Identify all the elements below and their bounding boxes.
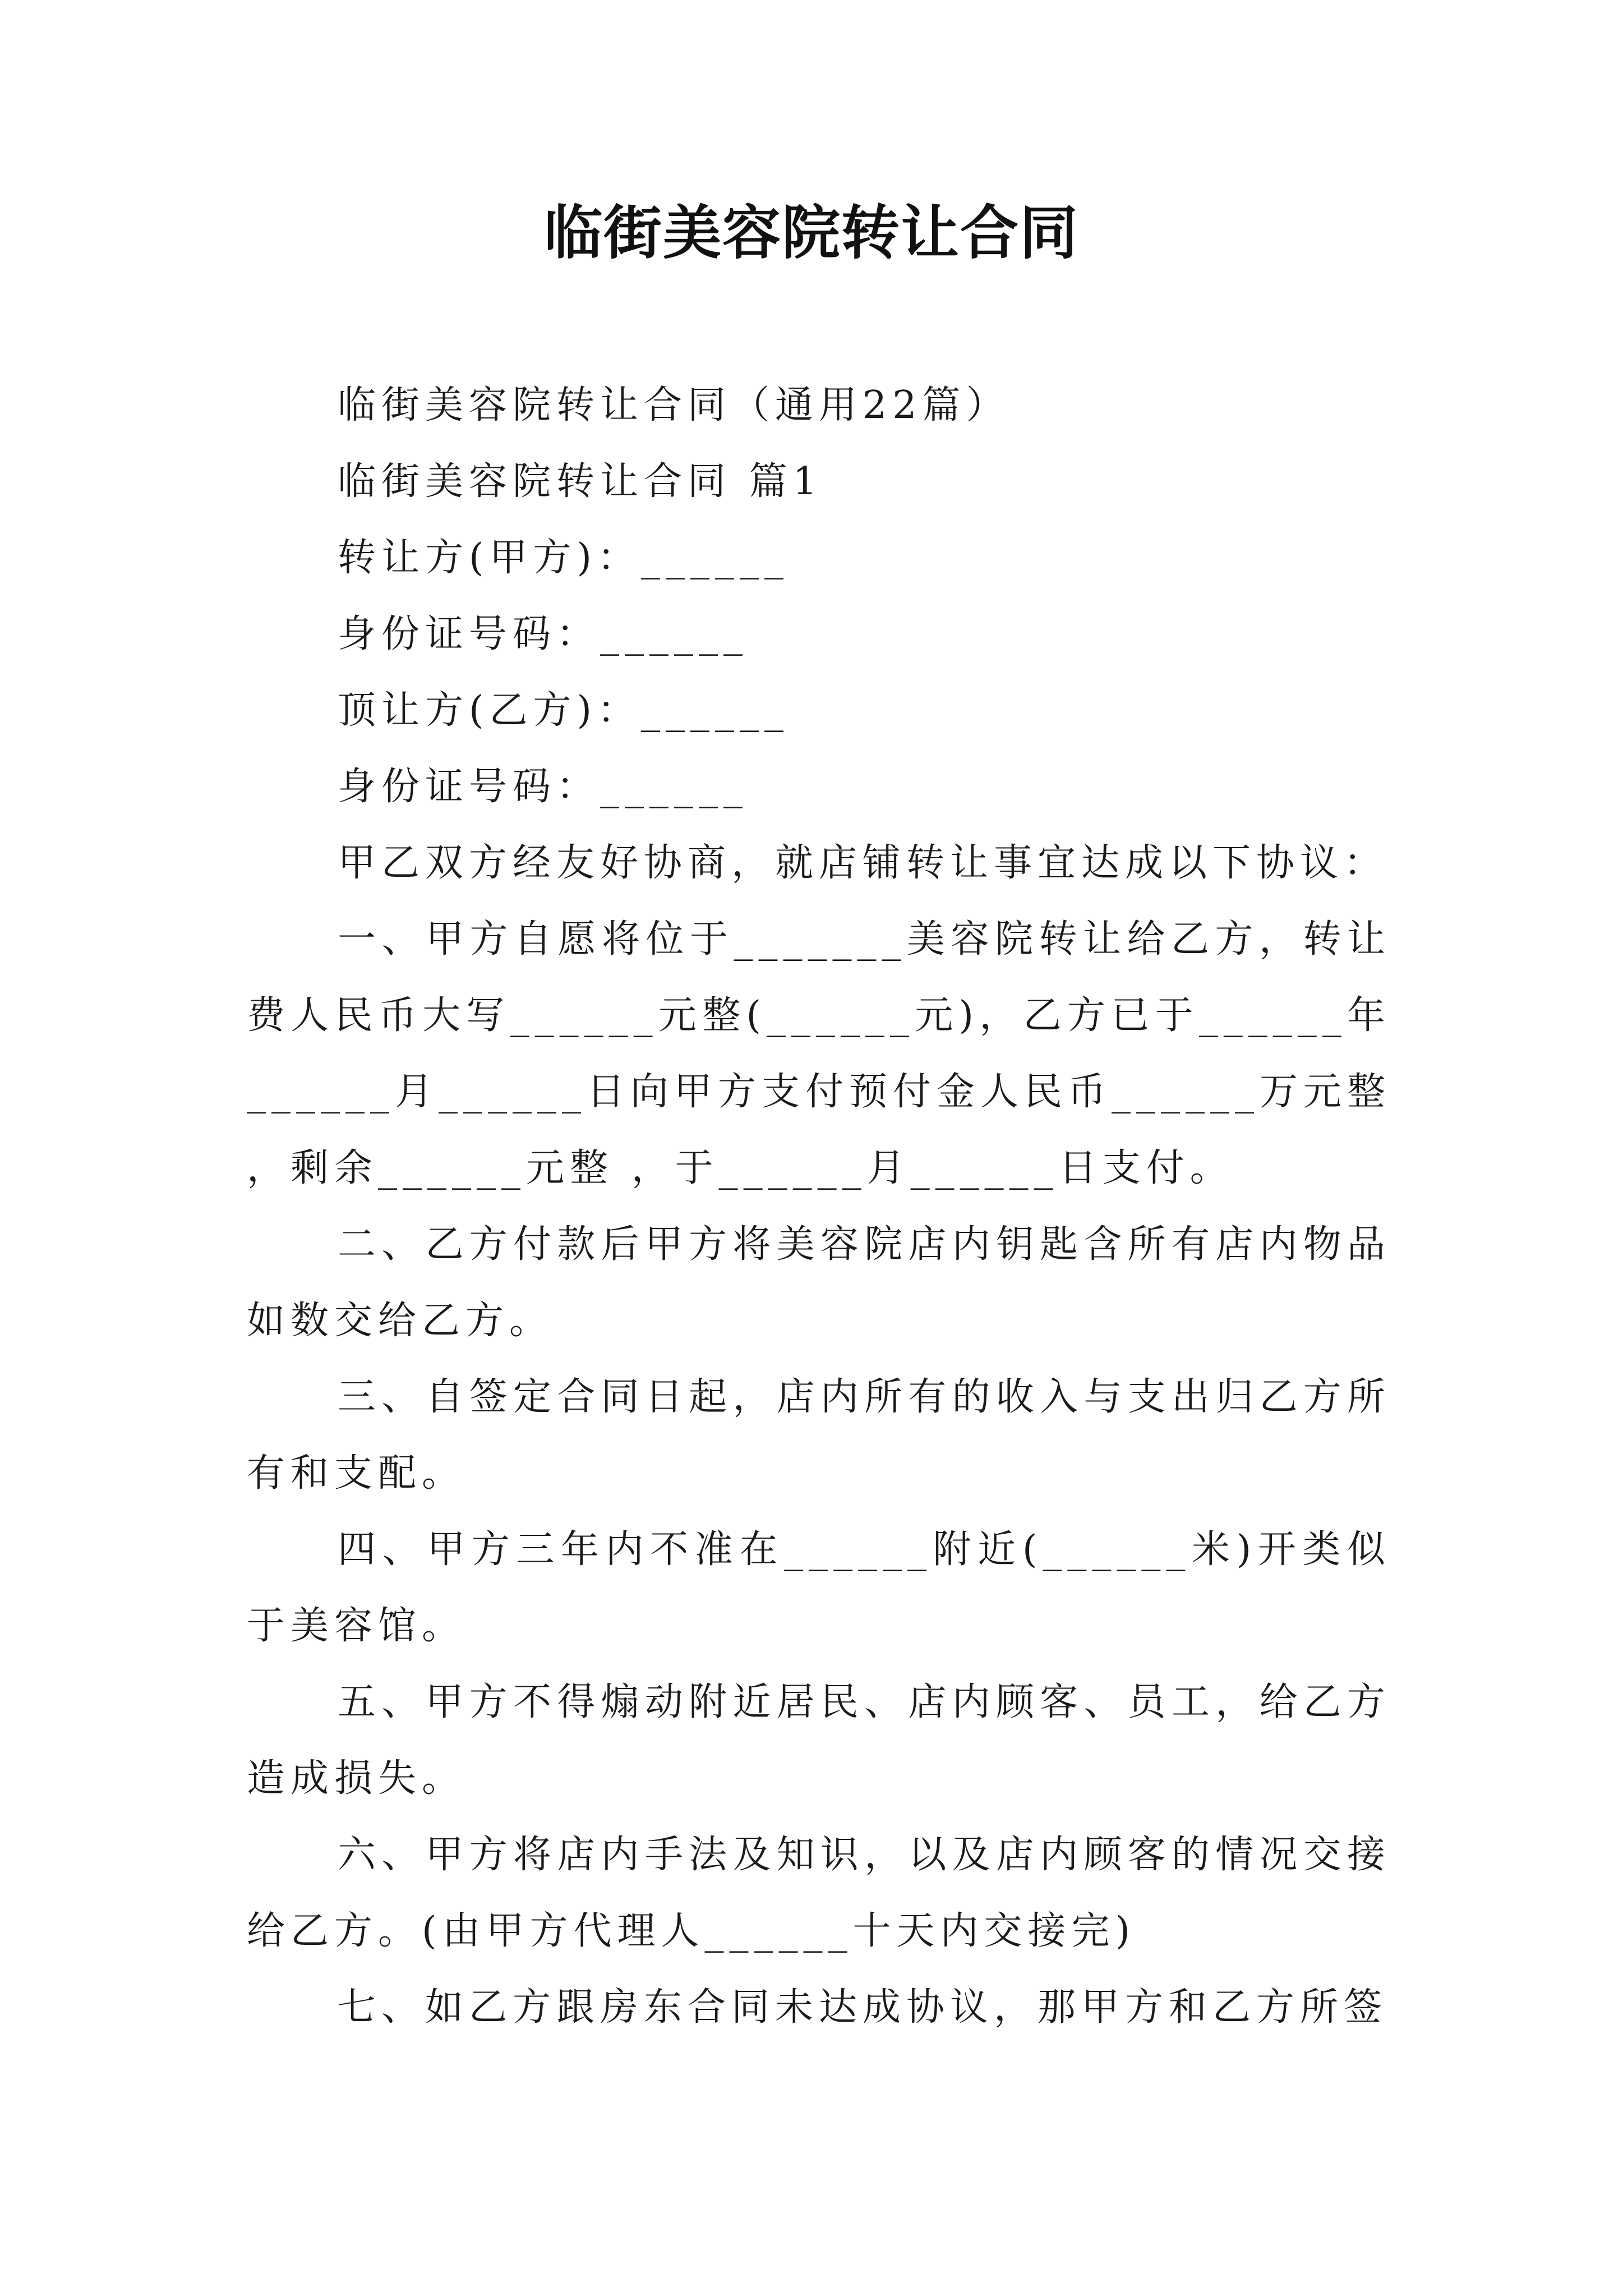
clause-3: 三、自签定合同日起，店内所有的收入与支出归乙方所有和支配。 — [247, 1375, 1391, 1496]
intro-paragraph: 甲乙双方经友好协商，就店铺转让事宜达成以下协议： — [338, 841, 1388, 885]
party-a-id-field: 身份证号码：______ — [338, 612, 749, 656]
clause-5: 五、甲方不得煽动附近居民、店内顾客、员工，给乙方造成损失。 — [247, 1680, 1391, 1801]
clause-4: 四、甲方三年内不准在______附近(______米)开类似于美容馆。 — [247, 1527, 1391, 1648]
document-title: 临街美容院转让合同 — [543, 199, 1079, 267]
clause-7: 七、如乙方跟房东合同未达成协议，那甲方和乙方所签 — [338, 1985, 1388, 2030]
clause-6: 六、甲方将店内手法及知识，以及店内顾客的情况交接给乙方。(由甲方代理人______十天内交接完) — [247, 1833, 1391, 1953]
party-a-field: 转让方(甲方)：______ — [338, 536, 790, 580]
document-body — [247, 367, 1391, 2046]
document-subtitle: 临街美容院转让合同（通用22篇） — [338, 383, 1010, 427]
clause-1: 一、甲方自愿将位于_______美容院转让给乙方，转让费人民币大写______元整(______元)，乙方已于______年______月______日向甲方支付预付金人民币______万元整 ，剩余______元整 ，于______月______日支付。 — [247, 917, 1391, 1190]
party-b-id-field: 身份证号码：______ — [338, 765, 749, 809]
section-heading: 临街美容院转让合同 篇1 — [338, 459, 823, 504]
clause-2: 二、乙方付款后甲方将美容院店内钥匙含所有店内物品如数交给乙方。 — [247, 1222, 1391, 1343]
party-b-field: 顶让方(乙方)：______ — [338, 688, 790, 733]
